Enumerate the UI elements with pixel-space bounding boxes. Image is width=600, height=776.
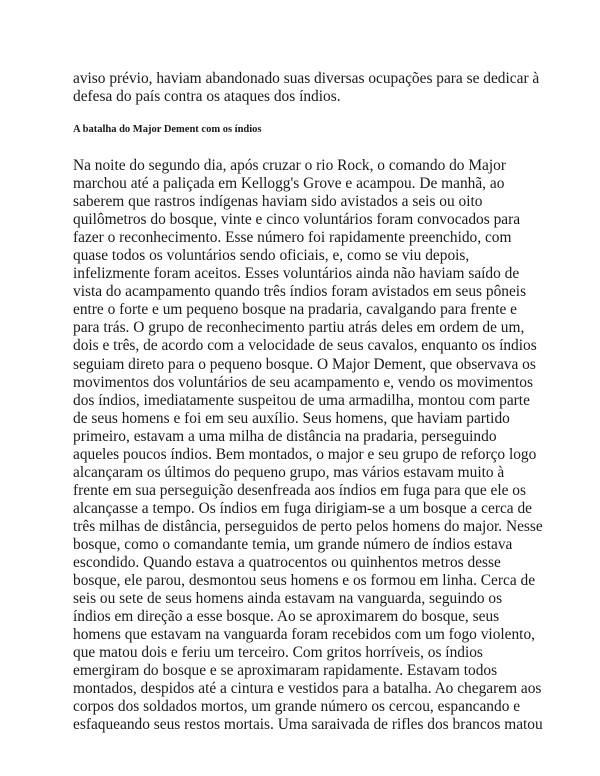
text-line: para trás. O grupo de reconhecimento partiu atrás deles em ordem de um, xyxy=(73,319,525,337)
text-line: bosque, ele parou, desmontou seus homens e os formou em linha. Cerca de xyxy=(73,572,536,590)
text-line: defesa do país contra os ataques dos índios. xyxy=(73,88,341,105)
text-line: aqueles poucos índios. Bem montados, o major e seu grupo de reforço logo xyxy=(73,445,537,463)
text-line: três milhas de distância, perseguidos de perto pelos homens do major. Nesse xyxy=(73,517,543,535)
text-line: aviso prévio, haviam abandonado suas diversas ocupações para se dedicar à xyxy=(73,70,540,87)
body-paragraph xyxy=(73,157,543,735)
text-line: alcançasse a tempo. Os índios em fuga dirigiam-se a um bosque a cerca de xyxy=(73,499,532,517)
text-line: que matou dois e feriu um terceiro. Com gritos horríveis, os índios xyxy=(73,644,483,662)
intro-paragraph xyxy=(73,70,553,106)
text-line: dois e três, de acordo com a velocidade de seus cavalos, enquanto os índios xyxy=(73,337,537,355)
text-line: seis ou sete de seus homens ainda estavam na vanguarda, seguindo os xyxy=(73,590,503,608)
text-line: corpos dos soldados mortos, um grande número os cercou, espancando e xyxy=(73,698,521,716)
text-line: bosque, como o comandante temia, um grande número de índios estava xyxy=(73,535,513,553)
text-line: montados, despidos até a cintura e vestidos para a batalha. Ao chegarem aos xyxy=(73,680,542,698)
text-line: movimentos dos voluntários de seu acampamento e, vendo os movimentos xyxy=(73,373,533,391)
text-line: fazer o reconhecimento. Esse número foi rapidamente preenchido, com xyxy=(73,229,512,247)
text-line: índios em direção a esse bosque. Ao se aproximarem do bosque, seus xyxy=(73,608,500,626)
text-line: entre o forte e um pequeno bosque na pradaria, cavalgando para frente e xyxy=(73,301,517,319)
text-line: marchou até a paliçada em Kellogg's Grove e acampou. De manhã, ao xyxy=(73,175,505,193)
text-line: frente em sua perseguição desenfreada aos índios em fuga para que ele os xyxy=(73,481,526,499)
text-line: primeiro, estavam a uma milha de distância na pradaria, perseguindo xyxy=(73,427,497,445)
text-line: infelizmente foram aceitos. Esses voluntários ainda não haviam saído de xyxy=(73,265,520,283)
text-line: emergiram do bosque e se aproximaram rapidamente. Estavam todos xyxy=(73,662,498,680)
text-line: esfaqueando seus restos mortais. Uma saraivada de rifles dos brancos matou xyxy=(73,716,543,734)
text-line: vista do acampamento quando três índios foram avistados em seus pôneis xyxy=(73,283,527,301)
text-line: saberem que rastros indígenas haviam sido avistados a seis ou oito xyxy=(73,193,483,211)
section-heading: A batalha do Major Dement com os índios xyxy=(73,124,262,135)
text-line: seguiam direto para o pequeno bosque. O Major Dement, que observava os xyxy=(73,355,536,373)
text-line: de seus homens e foi em seu auxílio. Seus homens, que haviam partido xyxy=(73,409,510,427)
text-line: homens que estavam na vanguarda foram recebidos com um fogo violento, xyxy=(73,626,536,644)
text-line: quase todos os voluntários sendo oficiais, e, como se viu depois, xyxy=(73,247,470,265)
text-line: quilômetros do bosque, vinte e cinco voluntários foram convocados para xyxy=(73,211,521,229)
text-line: alcançaram os últimos do pequeno grupo, mas vários estavam muito à xyxy=(73,463,505,481)
text-line: dos índios, imediatamente suspeitou de uma armadilha, montou com parte xyxy=(73,391,530,409)
text-line: escondido. Quando estava a quatrocentos ou quinhentos metros desse xyxy=(73,554,501,572)
text-line: Na noite do segundo dia, após cruzar o rio Rock, o comando do Major xyxy=(73,157,506,174)
